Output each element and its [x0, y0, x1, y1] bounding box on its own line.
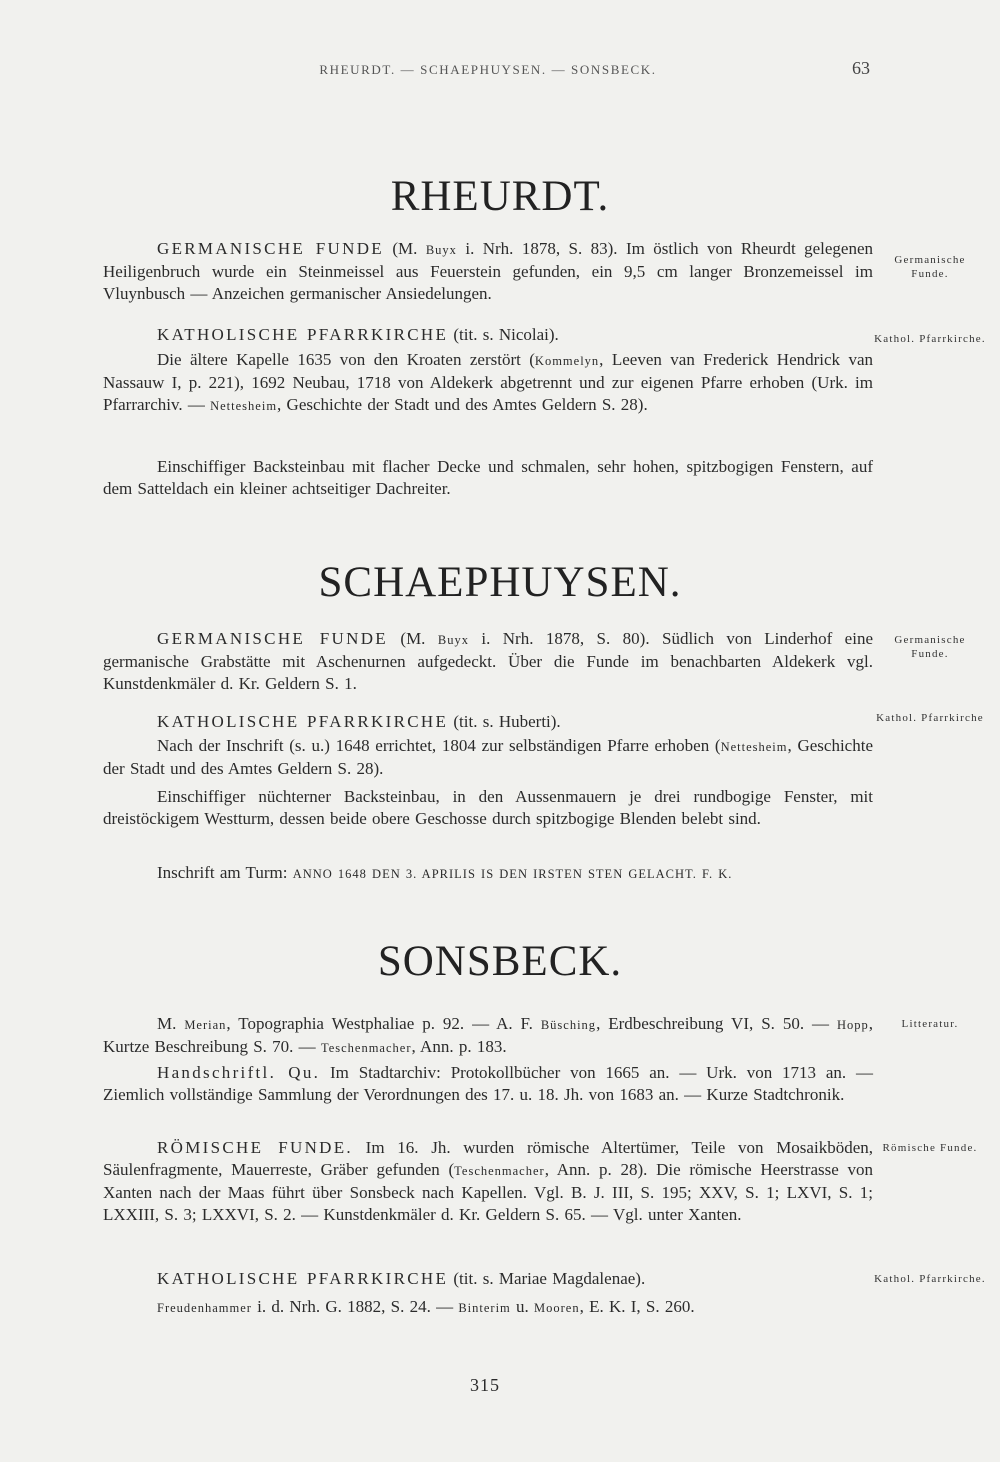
text-run: , Leeven van Frederick Hendrick van Nassauw I, p. 221), 1692 Neubau, 1718 von Aldekerk abgetrennt und zur eigenen Pfarre erhoben (Urk. im Pfarrarchiv. —	[103, 350, 874, 414]
paragraph-rheurdt-history	[103, 349, 873, 417]
author-name: Kommelyn	[534, 354, 600, 368]
text-run: (M.	[383, 239, 426, 258]
author-name: Mooren	[534, 1301, 580, 1315]
author-name: Teschenmacher	[454, 1164, 545, 1178]
paragraph-sonsbeck-references	[103, 1296, 873, 1319]
section-title-rheurdt: RHEURDT.	[390, 173, 610, 220]
text-run: , Kurtze Beschreibung S. 70. —	[103, 1014, 873, 1056]
text-run: Im 16. Jh. wurden römische Altertümer, Teile von Mosaikböden, Säulenfragmente, Mauerreste, Gräber gefunden (	[103, 1138, 873, 1179]
text-run: Nach der Inschrift (s. u.) 1648 errichtet, 1804 zur selbständigen Pfarre erhoben (	[157, 736, 721, 755]
text-run: , Topographia Westphaliae p. 92. — A. F.	[226, 1014, 541, 1033]
lead-text: GERMANISCHE FUNDE	[157, 629, 388, 648]
text-run: (tit. s. Huberti).	[448, 712, 561, 731]
author-name: Nettesheim	[720, 740, 788, 754]
paragraph-schaephuysen-inscription	[103, 862, 873, 885]
lead-text: RÖMISCHE FUNDE.	[157, 1138, 353, 1157]
signature-number: 315	[470, 1375, 500, 1395]
text-run: (tit. s. Mariae Magdalenae).	[448, 1269, 646, 1288]
section-title-sonsbeck: SONSBECK.	[377, 938, 623, 985]
paragraph-rheurdt-pfarrkirche-heading	[103, 324, 873, 346]
text-run: Im Stadtarchiv: Protokollbücher von 1665 an. — Urk. von 1713 an. — Ziemlich vollständige Sammlung der Verordnungen des 17. u. 18. Jh. von 1683 an. — Kurze Stadtchronik.	[103, 1063, 873, 1104]
inscription-label: Inschrift am Turm:	[157, 863, 288, 882]
margin-note-germanische-funde: Germanische Funde.	[894, 634, 966, 660]
author-name: Merian	[184, 1018, 227, 1032]
text-run: i. Nrh. 1878, S. 80). Südlich von Linderhof eine germanische Grabstätte mit Aschenurnen aufgedeckt. Über die Funde im benachbarten Aldekerk vgl. Kunstdenkmäler d. Kr. Geldern S. 1.	[103, 629, 874, 693]
text-run: , Geschichte der Stadt und des Amtes Geldern S. 28).	[277, 395, 648, 414]
margin-note-roemische-funde: Römische Funde.	[882, 1142, 978, 1154]
margin-note-germanische-funde: Germanische Funde.	[894, 254, 966, 280]
paragraph-rheurdt-description: Einschiffiger Backsteinbau mit flacher Decke und schmalen, sehr hohen, spitzbogigen Fenstern, auf dem Satteldach ein kleiner achtseitiger Dachreiter.	[103, 457, 873, 498]
author-name: Hopp	[836, 1018, 869, 1032]
paragraph-rheurdt-germanische-funde	[103, 238, 873, 305]
text-run: , Ann. p. 28). Die römische Heerstrasse von Xanten nach der Maas führt über Sonsbeck nach Kapellen. Vgl. B. J. III, S. 195; XXV, S. 1; LXVI, S. 1; LXXIII, S. 3; LXXVI, S. 2. — Kunstdenkmäler d. Kr. Geldern S. 65. — Vgl. unter Xanten.	[103, 1160, 873, 1224]
text-run: , Erdbeschreibung VI, S. 50. —	[596, 1014, 837, 1033]
text-run: i. d. Nrh. G. 1882, S. 24. —	[251, 1297, 459, 1316]
margin-note-litteratur: Litteratur.	[901, 1018, 959, 1030]
page-number: 63	[852, 58, 870, 78]
text-run: , Ann. p. 183.	[411, 1037, 507, 1056]
paragraph-sonsbeck-pfarrkirche-heading	[103, 1268, 873, 1290]
text-run: (tit. s. Nicolai).	[448, 325, 559, 344]
margin-note-kathol-pfarrkirche: Kathol. Pfarrkirche.	[874, 1273, 986, 1285]
author-name: Binterim	[458, 1301, 511, 1315]
text-run: u.	[510, 1297, 535, 1316]
author-name: Teschenmacher	[320, 1041, 412, 1055]
lead-text: GERMANISCHE FUNDE	[157, 239, 384, 258]
text-run: i. Nrh. 1878, S. 83). Im östlich von Rheurdt gelegenen Heiligenbruch wurde ein Steinmeissel aus Feuerstein gefunden, ein 9,5 cm langer Bronzemeissel im Vluynbusch — Anzeichen germanischer Ansiedelungen.	[103, 239, 873, 303]
text-run: Die ältere Kapelle 1635 von den Kroaten zerstört (	[157, 350, 535, 369]
paragraph-schaephuysen-pfarrkirche-heading	[103, 711, 873, 733]
inscription-text: ANNO 1648 DEN 3. APRILIS IS DEN IRSTEN STEN GELACHT. F. K.	[292, 867, 733, 881]
author-name: Buyx	[437, 633, 469, 647]
paragraph-sonsbeck-roemische-funde	[103, 1137, 873, 1226]
author-name: Freudenhammer	[157, 1301, 252, 1315]
text-run: , Geschichte der Stadt und des Amtes Geldern S. 28).	[103, 736, 873, 778]
margin-note-kathol-pfarrkirche: Kathol. Pfarrkirche	[876, 712, 984, 724]
text-run: M.	[157, 1014, 185, 1033]
author-name: Nettesheim	[210, 399, 278, 413]
margin-note-kathol-pfarrkirche: Kathol. Pfarrkirche.	[874, 333, 986, 345]
paragraph-schaephuysen-history	[103, 735, 873, 780]
running-head: RHEURDT. — SCHAEPHUYSEN. — SONSBECK.	[319, 62, 657, 77]
author-name: Büsching	[540, 1018, 597, 1032]
lead-text: Handschriftl. Qu.	[157, 1063, 321, 1082]
paragraph-schaephuysen-description: Einschiffiger nüchterner Backsteinbau, in den Aussenmauern je drei rundbogige Fenster, mit dreistöckigem Westturm, dessen beide obere Geschosse durch spitzbogige Blenden belebt sind.	[103, 787, 873, 828]
lead-text: KATHOLISCHE PFARRKIRCHE	[157, 1269, 449, 1288]
lead-text: KATHOLISCHE PFARRKIRCHE	[157, 712, 449, 731]
section-title-schaephuysen: SCHAEPHUYSEN.	[318, 559, 682, 606]
paragraph-sonsbeck-literature	[103, 1013, 873, 1059]
author-name: Buyx	[425, 243, 457, 257]
paragraph-schaephuysen-germanische-funde	[103, 628, 873, 695]
text-run: (M.	[387, 629, 438, 648]
text-run: , E. K. I, S. 260.	[579, 1297, 695, 1316]
paragraph-sonsbeck-handschriftl	[103, 1062, 873, 1106]
lead-text: KATHOLISCHE PFARRKIRCHE	[157, 325, 449, 344]
